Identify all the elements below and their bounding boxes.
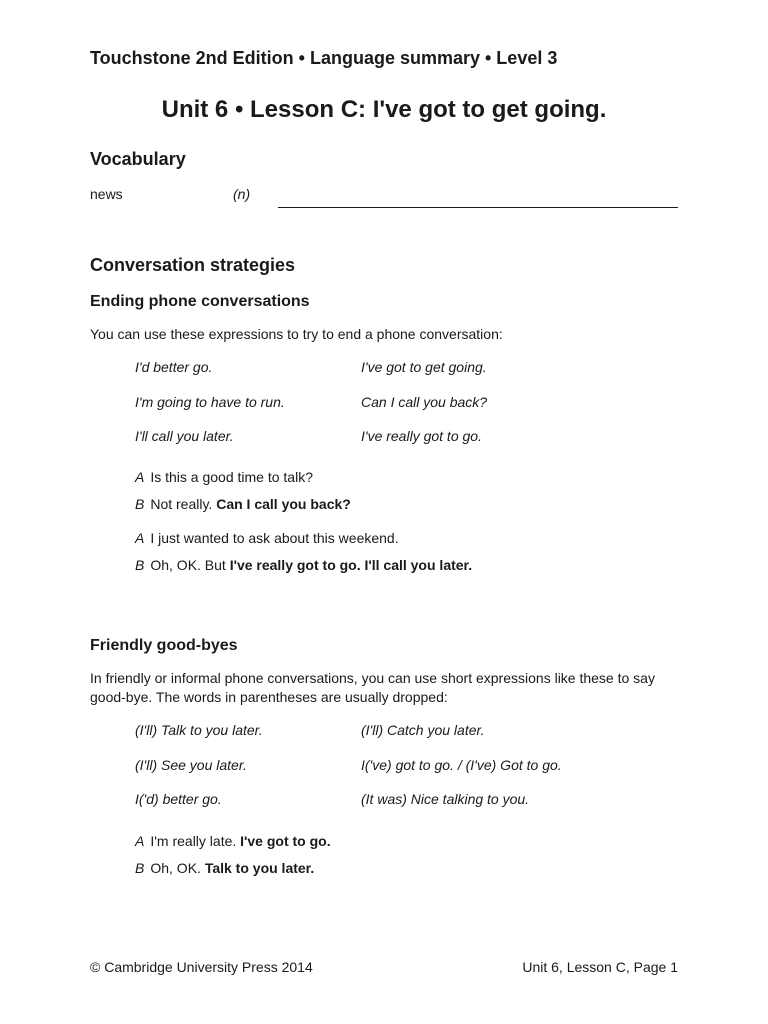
expression-item: Can I call you back? [361, 394, 488, 410]
dialog-line [135, 860, 314, 876]
dialog-line [135, 557, 472, 573]
expression-item: (I'll) See you later. [135, 757, 247, 773]
expression-item: I('ve) got to go. / (I've) Got to go. [361, 757, 562, 773]
dialog-text: Oh, OK. But [150, 557, 226, 573]
answer-line [278, 207, 678, 208]
expression-item: I've really got to go. [361, 428, 482, 444]
dialog-text: Not really. [150, 496, 213, 512]
dialog-bold-text: I've really got to go. I'll call you later. [229, 557, 473, 573]
vocabulary-heading: Vocabulary [90, 149, 186, 169]
copyright-footer: © Cambridge University Press 2014 [90, 959, 313, 975]
vocabulary-part-of-speech: (n) [233, 186, 251, 202]
goodbyes-intro: In friendly or informal phone conversations, you can use short expressions like these to say good-bye. The words in parentheses are usually dropped: [90, 670, 655, 705]
speaker-label: A [135, 530, 145, 546]
expression-item: (It was) Nice talking to you. [361, 791, 530, 807]
dialog-line [135, 496, 351, 512]
dialog-text: Oh, OK. [150, 860, 201, 876]
document-header: Touchstone 2nd Edition • Language summary • Level 3 [90, 48, 558, 68]
ending-heading: Ending phone conversations [90, 293, 310, 310]
expression-item: I('d) better go. [135, 791, 222, 807]
page-number-footer: Unit 6, Lesson C, Page 1 [522, 959, 678, 975]
dialog-line [135, 469, 313, 485]
page-title: Unit 6 • Lesson C: I've got to get going. [161, 96, 607, 123]
expression-item: I'll call you later. [135, 428, 234, 444]
speaker-label: B [135, 496, 145, 512]
goodbyes-heading: Friendly good-byes [90, 637, 238, 654]
expression-item: (I'll) Talk to you later. [135, 722, 263, 738]
speaker-label: A [135, 469, 145, 485]
expression-item: I've got to get going. [361, 359, 487, 375]
dialog-line [135, 530, 399, 546]
dialog-bold-text: Can I call you back? [216, 496, 351, 512]
dialog-text: Is this a good time to talk? [150, 469, 313, 485]
strategies-heading: Conversation strategies [90, 255, 296, 275]
dialog-text: I just wanted to ask about this weekend. [150, 530, 399, 546]
speaker-label: B [135, 860, 145, 876]
expression-item: I'd better go. [135, 359, 213, 375]
dialog-text: I'm really late. [150, 833, 237, 849]
speaker-label: A [135, 833, 145, 849]
dialog-bold-text: Talk to you later. [204, 860, 315, 876]
dialog-bold-text: I've got to go. [240, 833, 331, 849]
vocabulary-word: news [90, 186, 123, 202]
speaker-label: B [135, 557, 145, 573]
expression-item: I'm going to have to run. [135, 394, 285, 410]
dialog-line [135, 833, 331, 849]
ending-intro: You can use these expressions to try to end a phone conversation: [90, 326, 503, 342]
expression-item: (I'll) Catch you later. [361, 722, 485, 738]
